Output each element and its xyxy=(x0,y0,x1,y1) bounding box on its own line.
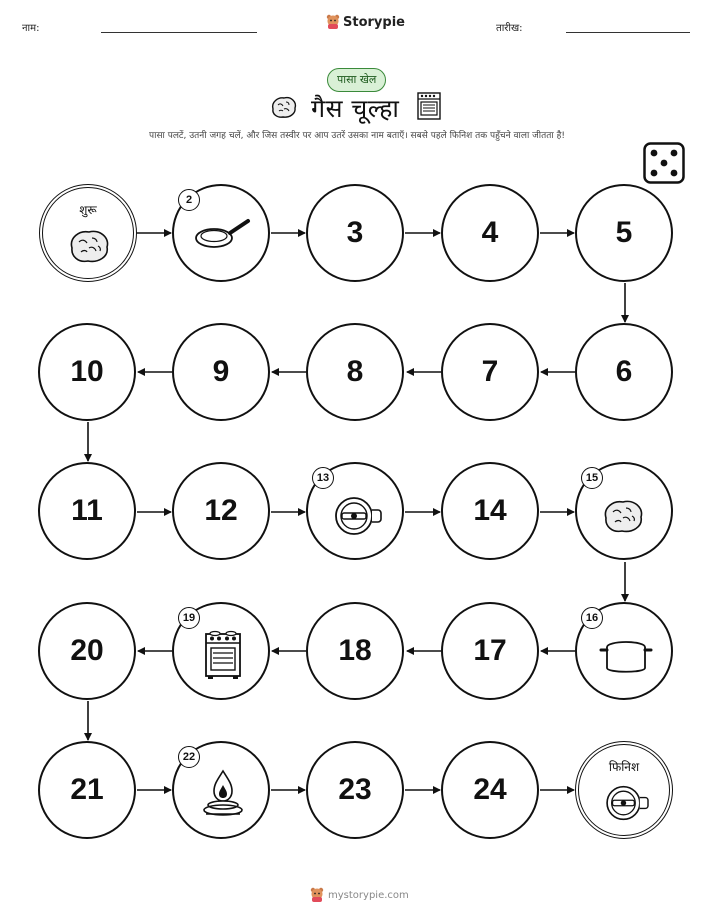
space-number: 8 xyxy=(346,355,364,388)
date-label: तारीख: xyxy=(496,23,523,34)
space-10[interactable] xyxy=(38,323,136,421)
space-19[interactable] xyxy=(172,602,270,700)
footer-site: mystorypie.com xyxy=(328,889,409,901)
brand-name: Storypie xyxy=(343,14,405,30)
space-17[interactable] xyxy=(441,602,539,700)
space-number: 5 xyxy=(615,216,633,249)
space-number: 18 xyxy=(338,634,372,667)
dough-icon xyxy=(67,226,113,266)
space-20[interactable] xyxy=(38,602,136,700)
space-7[interactable] xyxy=(441,323,539,421)
stove-icon xyxy=(203,630,243,680)
instructions: पासा पलटें, उतनी जगह चलें, और जिस तस्वीर पर आप उतरें उसका नाम बताएँ। सबसे पहले फिनिश तक पहुँचने वाला जीतता है! xyxy=(149,131,565,141)
space-number: 17 xyxy=(473,634,507,667)
space-9[interactable] xyxy=(172,323,270,421)
space-21[interactable] xyxy=(38,741,136,839)
space-13[interactable] xyxy=(306,462,404,560)
space-number-badge: 2 xyxy=(178,189,200,211)
start-label: शुरू xyxy=(79,203,97,217)
space-23[interactable] xyxy=(306,741,404,839)
space-number: 3 xyxy=(346,216,364,249)
space-number: 20 xyxy=(70,634,104,667)
space-number-badge: 13 xyxy=(312,467,334,489)
space-number: 23 xyxy=(338,773,372,806)
space-11[interactable] xyxy=(38,462,136,560)
finish-space[interactable] xyxy=(575,741,673,839)
space-number: 9 xyxy=(212,355,230,388)
footer xyxy=(310,887,409,903)
space-24[interactable] xyxy=(441,741,539,839)
space-16[interactable] xyxy=(575,602,673,700)
space-3[interactable] xyxy=(306,184,404,282)
stove-knob-icon xyxy=(605,783,651,823)
space-5[interactable] xyxy=(575,184,673,282)
space-number-badge: 22 xyxy=(178,746,200,768)
space-number: 24 xyxy=(473,773,507,806)
space-number: 7 xyxy=(481,355,499,388)
start-space[interactable] xyxy=(39,184,137,282)
space-4[interactable] xyxy=(441,184,539,282)
space-number: 4 xyxy=(481,216,499,249)
space-number: 6 xyxy=(615,355,633,388)
worksheet-title: गैस चूल्हा xyxy=(311,94,400,123)
bear-mascot-icon xyxy=(310,887,324,903)
dough-icon xyxy=(601,496,647,536)
space-number: 11 xyxy=(71,494,103,527)
space-number: 14 xyxy=(473,494,507,527)
space-number: 10 xyxy=(70,355,104,388)
space-12[interactable] xyxy=(172,462,270,560)
name-label: नाम: xyxy=(22,23,40,34)
game-type-tag: पासा खेल xyxy=(327,68,386,92)
space-number-badge: 15 xyxy=(581,467,603,489)
cooking-pot-icon xyxy=(599,638,653,678)
frying-pan-icon xyxy=(194,216,252,252)
gas-burner-flame-icon xyxy=(202,767,244,819)
space-number: 12 xyxy=(204,494,238,527)
space-14[interactable] xyxy=(441,462,539,560)
finish-label: फिनिश xyxy=(608,760,640,774)
space-number-badge: 16 xyxy=(581,607,603,629)
space-15[interactable] xyxy=(575,462,673,560)
stove-knob-icon xyxy=(334,494,384,538)
space-8[interactable] xyxy=(306,323,404,421)
space-number-badge: 19 xyxy=(178,607,200,629)
space-18[interactable] xyxy=(306,602,404,700)
space-22[interactable] xyxy=(172,741,270,839)
space-number: 21 xyxy=(70,773,104,806)
space-2[interactable] xyxy=(172,184,270,282)
space-6[interactable] xyxy=(575,323,673,421)
